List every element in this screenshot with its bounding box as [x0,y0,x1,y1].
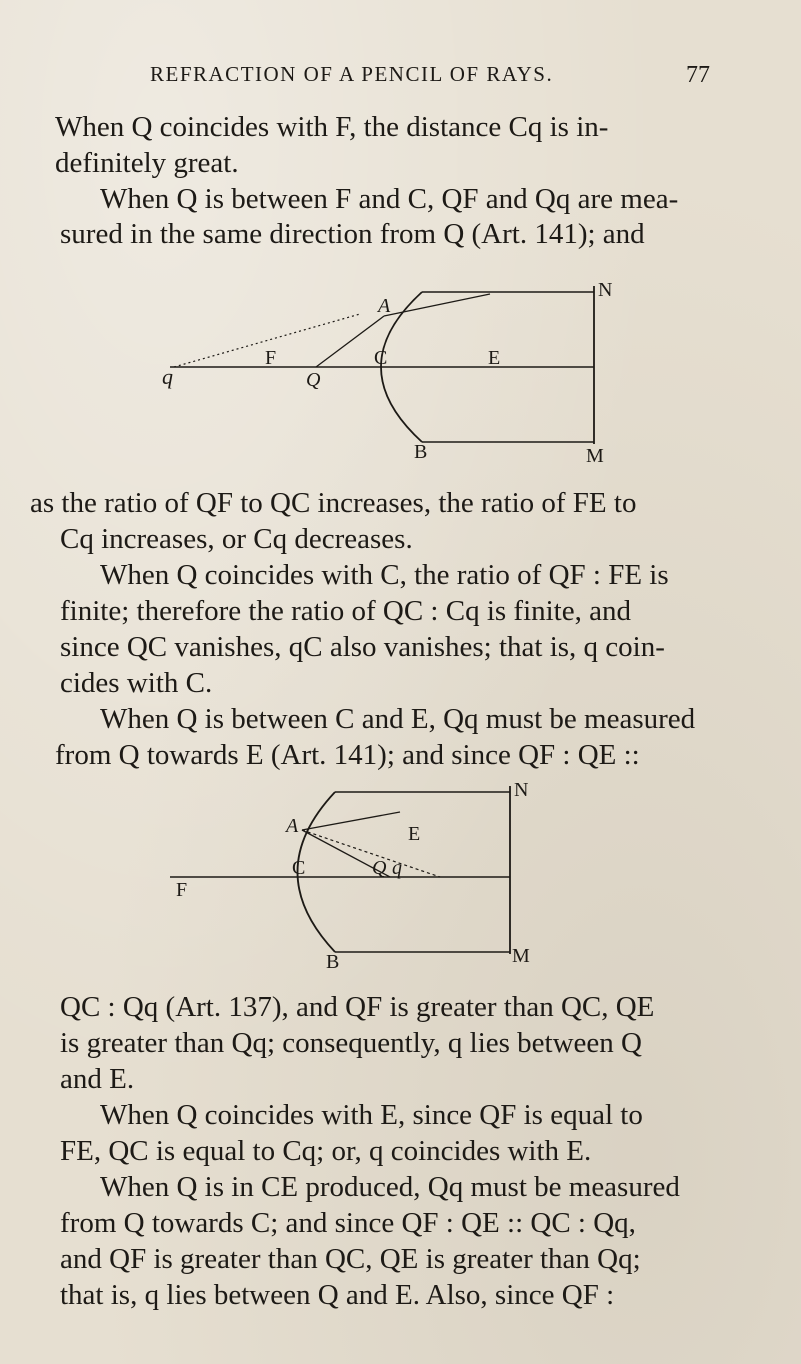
label-Q: Q [306,369,321,391]
text-line: from Q towards C; and since QF : QE :: QC : Qq, [60,1207,636,1239]
label-A: A [378,295,391,317]
text-line: When Q coincides with C, the ratio of QF : FE is [100,559,669,591]
label-B: B [414,441,428,463]
text-line: When Q coincides with E, since QF is equal to [100,1099,643,1131]
text-line: When Q is between F and C, QF and Qq are mea- [100,183,679,215]
text-line: that is, q lies between Q and E. Also, since QF : [60,1279,615,1311]
label-N: N [598,279,613,301]
label-F: F [176,879,188,901]
label-E: E [408,823,421,845]
label-Q: Q [372,857,387,879]
refracted-ray [384,294,490,316]
text-line: When Q is between C and E, Qq must be measured [100,703,696,735]
figure-2 [160,772,590,973]
running-header [150,62,710,87]
text-line: since QC vanishes, qC also vanishes; that is, q coin- [60,631,665,663]
text-line: When Q coincides with F, the distance Cq is in- [55,111,609,143]
text-line: is greater than Qq; consequently, q lies between Q [60,1027,642,1059]
label-N: N [514,779,529,801]
text-line: QC : Qq (Art. 137), and QF is greater than QC, QE [60,991,655,1023]
label-M: M [512,945,530,967]
label-A: A [286,815,299,837]
figure-1-diagram [160,272,620,467]
figure-1 [160,272,620,467]
text-line: Cq increases, or Cq decreases. [60,523,413,555]
label-q: q [392,857,402,879]
label-q: q [162,364,173,389]
running-title: REFRACTION OF A PENCIL OF RAYS. [150,62,554,86]
label-M: M [586,445,604,467]
text-line: as the ratio of QF to QC increases, the ratio of FE to [30,487,637,519]
text-line: sured in the same direction from Q (Art. 141); and [60,218,645,250]
page-number: 77 [686,62,710,88]
text-line: and E. [60,1063,135,1095]
text-line: cides with C. [60,667,213,699]
text-line: FE, QC is equal to Cq; or, q coincides with E. [60,1135,592,1167]
label-F: F [265,347,277,369]
label-C: C [292,857,306,879]
text-line: from Q towards E (Art. 141); and since QF : QE :: [55,739,640,771]
label-B: B [326,951,340,973]
figure-2-diagram [160,772,590,973]
text-line: and QF is greater than QC, QE is greater than Qq; [60,1243,641,1275]
text-line: definitely great. [55,147,239,179]
label-E: E [488,347,501,369]
label-C: C [374,347,388,369]
text-line: finite; therefore the ratio of QC : Cq is finite, and [60,595,631,627]
text-line: When Q is in CE produced, Qq must be measured [100,1171,680,1203]
